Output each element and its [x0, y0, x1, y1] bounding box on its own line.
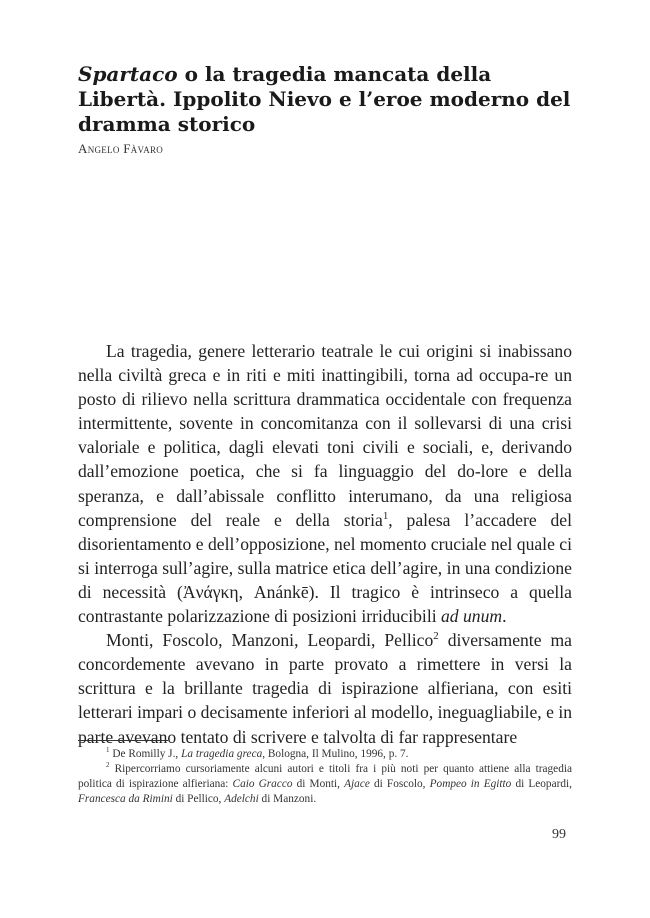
- author-name: Angelo Fàvaro: [78, 141, 164, 156]
- paragraph-1-italic: ad unum: [441, 606, 503, 627]
- paragraph-2-text-a: Monti, Foscolo, Manzoni, Leopardi, Pellico: [106, 630, 434, 651]
- footnote-1-text-b: , Bologna, Il Mulino, 1996, p. 7.: [262, 748, 409, 760]
- footnote-2-text-1: di Monti,: [292, 778, 345, 790]
- paragraph-2: [78, 628, 572, 748]
- footnote-2-text-2: di Foscolo,: [369, 778, 430, 790]
- page-number: 99: [552, 827, 566, 842]
- footnote-1-italic: La tragedia greca: [181, 748, 263, 760]
- footnote-2-title-3: Pompeo in Egitto: [429, 778, 512, 790]
- footnote-2-title-5: Adelchi: [224, 793, 259, 805]
- footnotes: [78, 747, 572, 807]
- footnote-1-text-a: De Romilly J.,: [109, 748, 182, 760]
- footnote-1: [78, 747, 572, 762]
- footnote-divider: [78, 740, 168, 741]
- footnote-2-title-1: Caio Gracco: [232, 778, 293, 790]
- footnote-2-text-4: di Pellico,: [172, 793, 225, 805]
- footnote-2-text-3: di Leopardi,: [511, 778, 572, 790]
- paragraph-1: [78, 339, 572, 628]
- footnote-2-text-a: Ripercorriamo cursoriamente alcuni autori e titoli fra i più noti per quanto attiene alla tragedia politica di ispirazione alfieriana:: [78, 763, 572, 790]
- footnote-2-title-2: Ajace: [344, 778, 370, 790]
- paragraph-2-text-b: diversamente ma concordemente avevano in parte provato a rimettere in versi la scrittura e la brillante tragedia di ispirazione alfieriana, con esiti letterari impari o decisamente inferiori al modello, ineguagliabile, e in parte avevano tentato di scrivere e talvolta di far rappresentare: [78, 630, 572, 747]
- footnote-2-text-5: di Manzoni.: [258, 793, 317, 805]
- article-title: [78, 62, 578, 137]
- paragraph-1-end: .: [502, 606, 507, 627]
- title-italic-part: Spartaco: [78, 62, 178, 86]
- footnote-2-title-4: Francesca da Rimini: [78, 793, 173, 805]
- paragraph-1-text-a: La tragedia, genere letterario teatrale le cui origini si inabissano nella civiltà greca e in riti e miti inattingibili, torna ad occupa-re un posto di rilievo nella scrittura drammatica occidentale con frequenza intermittente, sovente in concomitanza con il sollevarsi di una crisi valoriale e politica, dagli elevati toni civili e sociali, e, derivando dall’emozione poetica, che si fa linguaggio del do-lore e della speranza, e dall’abissale conflitto interumano, da una religiosa comprensione del reale e della storia: [78, 341, 572, 530]
- main-text: [78, 339, 572, 749]
- footnote-2: [78, 762, 572, 807]
- paragraph-1-text-b: , palesa l’accadere del disorientamento e dell’opposizione, nel momento cruciale nel quale ci si interroga sull’agire, sulla matrice etica dell’agire, in una condizione di necessità (Ἀνάγκη, Anánkē). Il tragico è intrinseco a quella contrastante polarizzazione di posizioni irriducibili: [78, 509, 572, 627]
- footnote-ref-1: 1: [382, 509, 389, 522]
- footnote-2-number: 2: [106, 761, 110, 770]
- footnote-1-number: 1: [106, 746, 110, 755]
- title-rest: o la tragedia mancata della Libertà. Ippolito Nievo e l’eroe moderno del dramma storico: [78, 62, 571, 136]
- footnote-ref-2: 2: [433, 630, 439, 643]
